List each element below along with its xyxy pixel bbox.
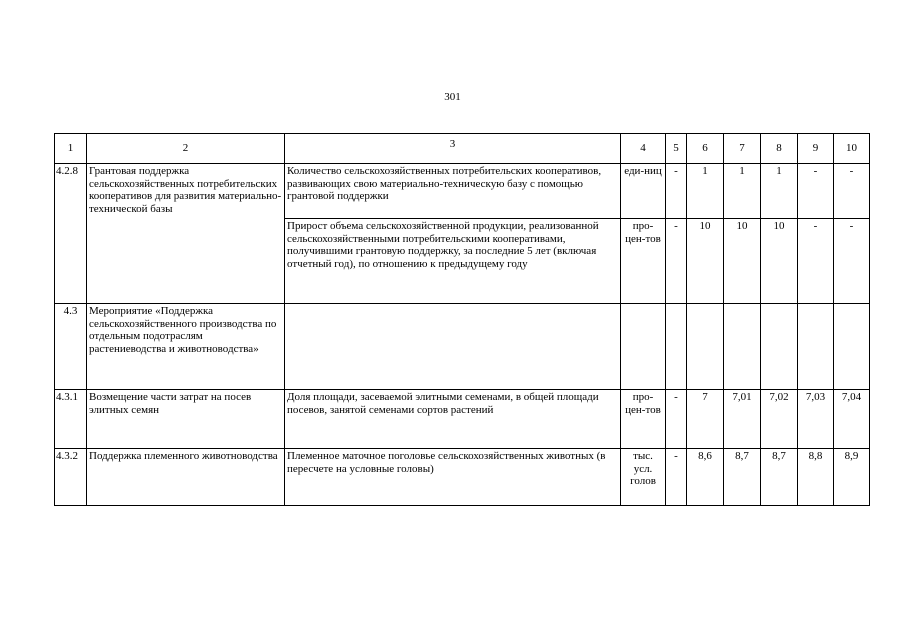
table-row [55,304,870,390]
value-cell [687,304,724,390]
indicator-text: Доля площади, засеваемой элитными семенами, в общей площади посевов, занятой семенами сортов растений [285,390,621,449]
value-cell: 7,02 [761,390,798,449]
column-header: 9 [798,134,834,164]
unit-cell [621,304,666,390]
value-cell: 8,7 [724,449,761,506]
measure-name: Грантовая поддержка сельскохозяйственных потребительских кооперативов для развития материально-технической базы [87,164,285,304]
page-number: 301 [444,91,461,103]
indicators-table [54,133,870,506]
unit-cell: про-цен-тов [621,390,666,449]
value-cell [834,304,870,390]
value-cell: 10 [724,219,761,304]
value-cell: - [798,164,834,219]
column-header: 6 [687,134,724,164]
table-row [55,449,870,506]
value-cell: - [798,219,834,304]
value-cell: 10 [687,219,724,304]
value-cell: - [666,449,687,506]
value-cell [761,304,798,390]
column-header: 2 [87,134,285,164]
row-number: 4.3.1 [55,390,87,449]
value-cell: 7,01 [724,390,761,449]
row-number: 4.2.8 [55,164,87,304]
column-header: 1 [55,134,87,164]
value-cell: 8,6 [687,449,724,506]
value-cell: 1 [687,164,724,219]
unit-cell: про-цен-тов [621,219,666,304]
column-header: 10 [834,134,870,164]
value-cell: - [834,219,870,304]
value-cell: 7,04 [834,390,870,449]
row-number: 4.3 [55,304,87,390]
measure-name: Мероприятие «Поддержка сельскохозяйственного производства по отдельным подотраслям растениеводства и животноводства» [87,304,285,390]
table-row [55,390,870,449]
indicator-text: Количество сельскохозяйственных потребительских кооперативов, развивающих свою материально-техническую базу с помощью грантовой поддержки [285,164,621,219]
value-cell: - [666,219,687,304]
value-cell: - [666,390,687,449]
value-cell: 1 [724,164,761,219]
value-cell: 8,8 [798,449,834,506]
value-cell: 8,7 [761,449,798,506]
value-cell: - [834,164,870,219]
row-number: 4.3.2 [55,449,87,506]
value-cell [798,304,834,390]
measure-name: Возмещение части затрат на посев элитных семян [87,390,285,449]
indicator-text [285,304,621,390]
value-cell [666,304,687,390]
column-header: 7 [724,134,761,164]
column-header: 5 [666,134,687,164]
value-cell: 8,9 [834,449,870,506]
unit-cell: еди-ниц [621,164,666,219]
value-cell: 10 [761,219,798,304]
value-cell: 7 [687,390,724,449]
value-cell: 7,03 [798,390,834,449]
indicator-text: Племенное маточное поголовье сельскохозяйственных животных (в пересчете на условные головы) [285,449,621,506]
table-row [55,164,870,219]
column-header: 8 [761,134,798,164]
measure-name: Поддержка племенного животноводства [87,449,285,506]
column-header: 4 [621,134,666,164]
column-header: 3 [285,134,621,164]
unit-cell: тыс. усл. голов [621,449,666,506]
indicator-text: Прирост объема сельскохозяйственной продукции, реализованной сельскохозяйственными потребительскими кооперативами, получившими грантовую поддержку, за последние 5 лет (включая отчетный год), по отношению к предыдущему году [285,219,621,304]
value-cell: - [666,164,687,219]
value-cell: 1 [761,164,798,219]
value-cell [724,304,761,390]
column-number-row [55,134,870,164]
